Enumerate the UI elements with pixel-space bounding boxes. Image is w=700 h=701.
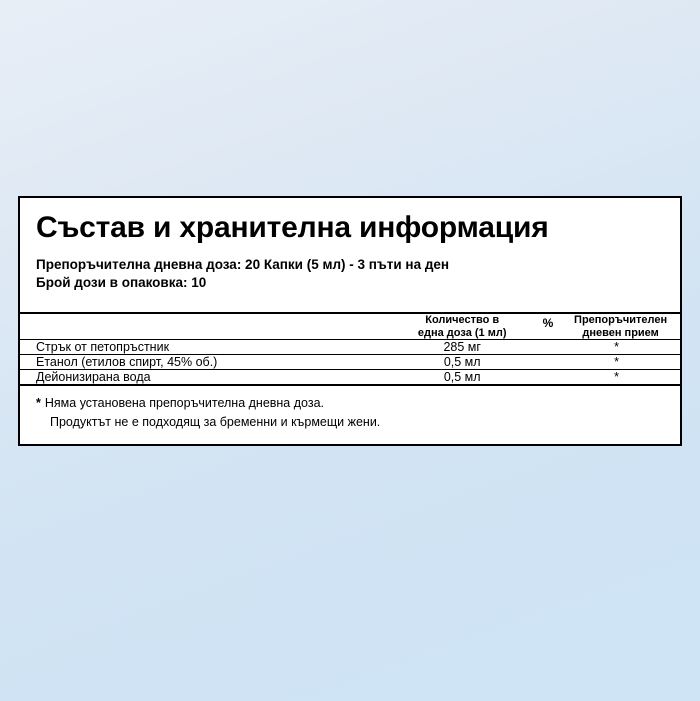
ingredient-daily-value: * bbox=[561, 340, 680, 355]
column-header-dv-line1: Препоръчителен bbox=[574, 313, 668, 326]
nutrition-table bbox=[20, 314, 680, 384]
footnote-warning bbox=[36, 413, 664, 432]
column-header-daily-value bbox=[561, 314, 680, 340]
ingredient-amount: 285 мг bbox=[390, 340, 535, 355]
serving-info bbox=[36, 256, 664, 292]
column-header-amount-line2: една доза (1 мл) bbox=[417, 326, 507, 339]
servings-per-container-line: Брой дози в опаковка: 10 bbox=[36, 274, 207, 290]
footnote-text: Продуктът не е подходящ за бременни и кърмещи жени. bbox=[50, 414, 381, 429]
ingredient-amount: 0,5 мл bbox=[390, 370, 535, 385]
column-header-dv-line2: дневен прием bbox=[582, 326, 659, 339]
ingredient-percent bbox=[535, 370, 561, 385]
ingredient-amount: 0,5 мл bbox=[390, 355, 535, 370]
page-title: Състав и хранителна информация bbox=[36, 211, 549, 244]
asterisk-marker: * bbox=[36, 396, 41, 411]
ingredient-name: Стрък от петопръстник bbox=[20, 340, 390, 355]
ingredient-name: Етанол (етилов спирт, 45% об.) bbox=[20, 355, 390, 370]
ingredient-percent bbox=[535, 355, 561, 370]
footnote-daily-value bbox=[36, 394, 664, 413]
table-row bbox=[20, 340, 680, 355]
ingredient-name: Дейонизирана вода bbox=[20, 370, 390, 385]
table-body bbox=[20, 340, 680, 385]
table-row bbox=[20, 355, 680, 370]
ingredient-daily-value: * bbox=[561, 370, 680, 385]
table-row bbox=[20, 370, 680, 385]
column-header-amount bbox=[390, 314, 535, 340]
ingredient-percent bbox=[535, 340, 561, 355]
serving-size-line: Препоръчителна дневна доза: 20 Капки (5 мл) - 3 пъти на ден bbox=[36, 256, 450, 272]
column-header-amount-line1: Количество в bbox=[425, 313, 500, 326]
panel-header-section bbox=[20, 198, 680, 312]
supplement-facts-panel bbox=[18, 196, 682, 446]
table-head bbox=[20, 314, 680, 340]
ingredient-daily-value: * bbox=[561, 355, 680, 370]
table-header-row bbox=[20, 314, 680, 340]
footnotes-section bbox=[20, 384, 680, 444]
column-header-ingredient bbox=[20, 314, 390, 340]
footnote-text: Няма установена препоръчителна дневна доза. bbox=[44, 396, 324, 411]
column-header-percent: % bbox=[542, 315, 554, 330]
